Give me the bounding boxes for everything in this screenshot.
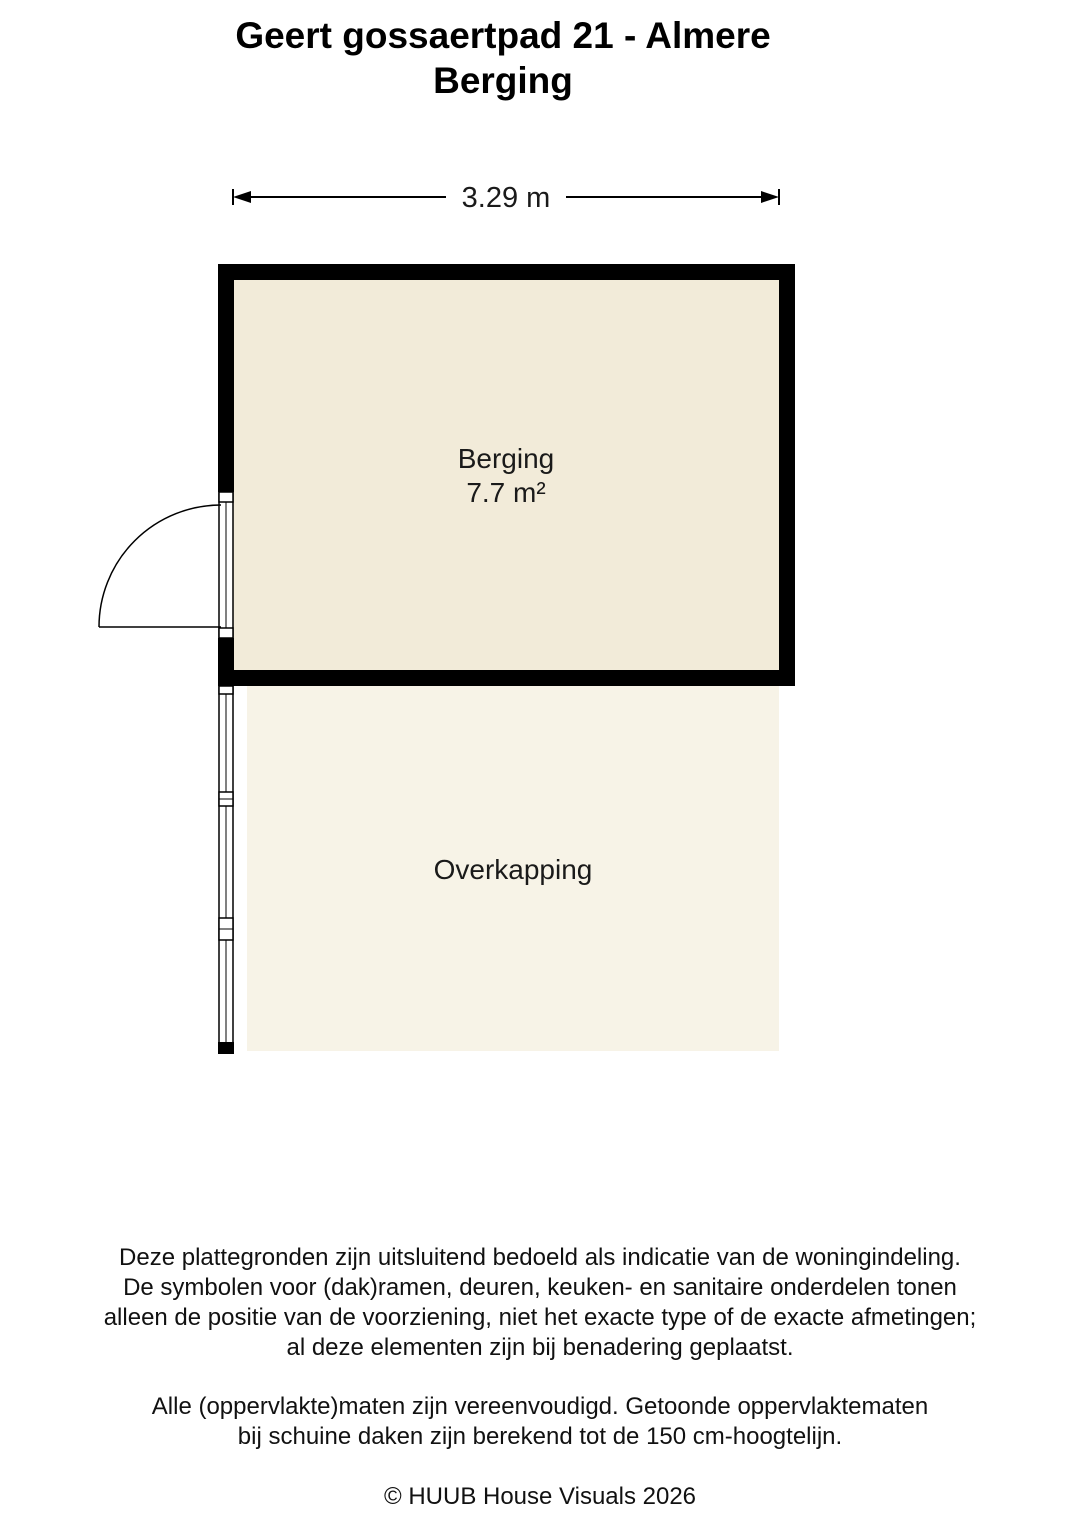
disclaimer-line: alleen de positie van de voorziening, niet het exacte type of de exacte afmetingen; [103,1304,977,1331]
room-area-berging: 7.7 m² [466,477,546,508]
disclaimer-line: Alle (oppervlakte)maten zijn vereenvoudigd. Getoonde oppervlaktematen [151,1393,929,1420]
disclaimer-line: Deze plattegronden zijn uitsluitend bedoeld als indicatie van de woningindeling. [119,1244,961,1271]
wall-right [779,264,795,686]
disclaimer-paragraph-1 [0,1243,1080,1363]
dimension-arrow-left-icon [233,191,251,203]
room-label-overkapping: Overkapping [433,854,593,885]
disclaimer-paragraph-2 [0,1392,1080,1452]
door-frame [219,492,233,638]
wall-left-lower [218,638,234,686]
berging-floor [226,272,786,678]
disclaimer-line: al deze elementen zijn bij benadering geplaatst. [286,1334,794,1361]
plan-title-address: Geert gossaertpad 21 - Almere [235,15,771,56]
width-dimension [233,182,779,214]
room-label-berging: Berging [457,443,555,474]
plan-title-floor: Berging [433,60,573,101]
dimension-arrow-right-icon [761,191,779,203]
glass-partition [218,686,234,1054]
disclaimer-line: De symbolen voor (dak)ramen, deuren, keuken- en sanitaire onderdelen tonen [123,1274,957,1301]
wall-bottom [218,670,795,686]
wall-top [218,264,795,280]
wall-left-upper [218,264,234,492]
copyright-notice: © HUUB House Visuals 2026 [383,1483,697,1510]
disclaimer-line: bij schuine daken zijn berekend tot de 150 cm-hoogtelijn. [237,1423,843,1450]
door-swing-icon [99,505,221,627]
dimension-label: 3.29 m [461,182,551,214]
